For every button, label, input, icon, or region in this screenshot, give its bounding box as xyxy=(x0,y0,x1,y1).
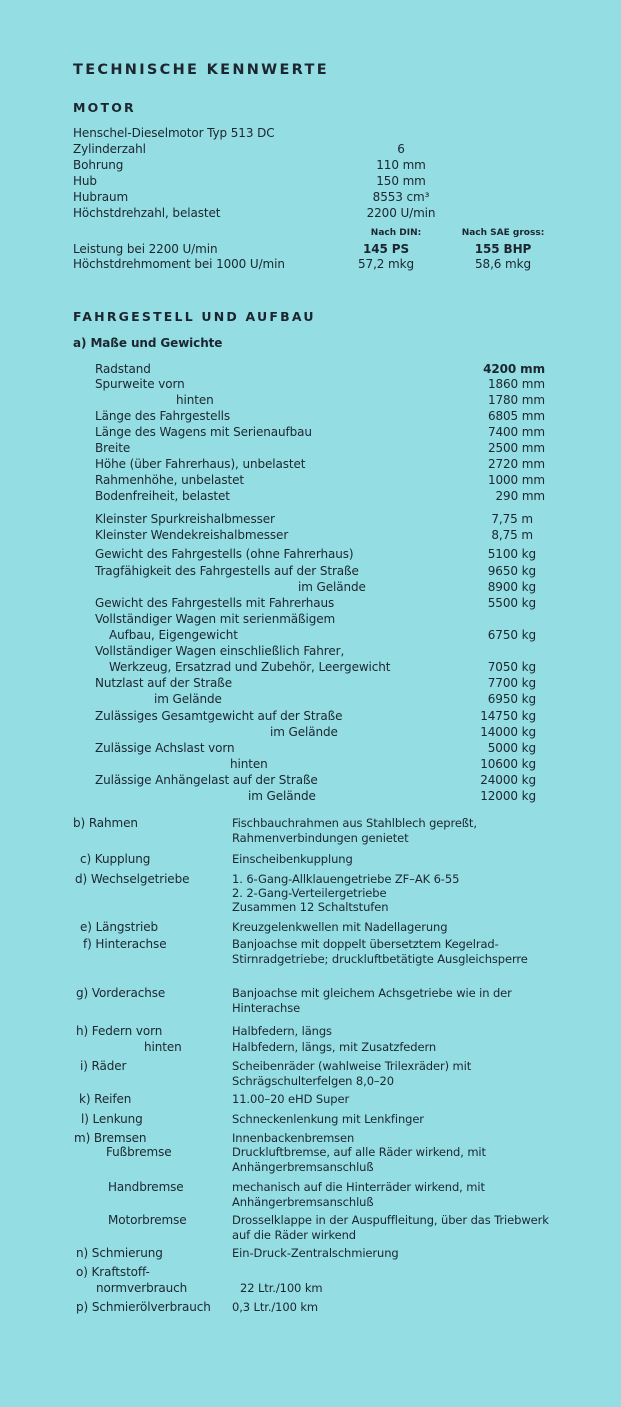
spec-label: Fußbremse xyxy=(106,1145,172,1159)
dimension-label: Werkzeug, Ersatzrad und Zubehör, Leergewicht xyxy=(109,660,391,674)
dimension-value: 7700 kg xyxy=(487,676,536,690)
spec-label: n) Schmierung xyxy=(76,1246,163,1260)
dimension-value: 8900 kg xyxy=(487,580,536,594)
dimension-value: 2720 mm xyxy=(487,457,545,471)
power-row-sae: 58,6 mkg xyxy=(475,257,531,271)
dimension-label: Zulässiges Gesamtgewicht auf der Straße xyxy=(95,709,343,723)
dimension-value: 10600 kg xyxy=(480,757,536,771)
power-row-din: 145 PS xyxy=(362,242,410,256)
spec-description: Halbfedern, längs, mit Zusatzfedern xyxy=(232,1040,437,1054)
spec-description: Kreuzgelenkwellen mit Nadellagerung xyxy=(232,920,448,934)
spec-label: l) Lenkung xyxy=(81,1112,143,1126)
spec-description: Zusammen 12 Schaltstufen xyxy=(232,900,389,914)
motor-heading: MOTOR xyxy=(73,100,136,115)
dimension-label: Radstand xyxy=(95,362,151,376)
spec-description: Druckluftbremse, auf alle Räder wirkend, mit Anhängerbremsanschluß xyxy=(232,1145,486,1174)
dimension-value: 14000 kg xyxy=(480,725,536,739)
dimension-label: Breite xyxy=(95,441,131,455)
spec-label: o) Kraftstoff- xyxy=(76,1265,150,1279)
dimension-label: Länge des Fahrgestells xyxy=(95,409,231,423)
spec-label: d) Wechselgetriebe xyxy=(75,872,190,886)
spec-description: 1. 6-Gang-Allklauengetriebe ZF–AK 6-55 xyxy=(232,872,460,886)
motor-row-label: Höchstdrehzahl, belastet xyxy=(73,206,221,220)
spec-description: 0,3 Ltr./100 km xyxy=(232,1300,319,1314)
spec-description: Einscheibenkupplung xyxy=(232,852,353,866)
dimension-label: im Gelände xyxy=(270,725,338,739)
spec-label: hinten xyxy=(144,1040,182,1054)
dimension-label: hinten xyxy=(176,393,214,407)
power-row-sae: 155 BHP xyxy=(474,242,532,256)
spec-label: k) Reifen xyxy=(79,1092,132,1106)
spec-description: mechanisch auf die Hinterräder wirkend, mit Anhängerbremsanschluß xyxy=(232,1180,485,1209)
dimension-label: Zulässige Anhängelast auf der Straße xyxy=(95,773,318,787)
dimension-value: 1860 mm xyxy=(487,377,545,391)
dimension-value: 7400 mm xyxy=(487,425,545,439)
spec-description: 22 Ltr./100 km xyxy=(240,1281,323,1295)
dimension-value: 1000 mm xyxy=(487,473,545,487)
spec-description: Drosselklappe in der Auspuffleitung, über das Triebwerk auf die Räder wirkend xyxy=(232,1213,549,1242)
spec-description: Scheibenräder (wahlweise Trilexräder) mit Schrägschulterfelgen 8,0–20 xyxy=(232,1059,472,1088)
dimension-value: 8,75 m xyxy=(491,528,533,542)
spec-description: 2. 2-Gang-Verteilergetriebe xyxy=(232,886,387,900)
dimension-value: 24000 kg xyxy=(480,773,536,787)
dimension-value: 2500 mm xyxy=(487,441,545,455)
dimension-label: Aufbau, Eigengewicht xyxy=(109,628,238,642)
dimension-label: Gewicht des Fahrgestells (ohne Fahrerhaus) xyxy=(95,547,354,561)
motor-row-label: Hub xyxy=(73,174,97,188)
spec-description: Halbfedern, längs xyxy=(232,1024,332,1038)
motor-row-label: Bohrung xyxy=(73,158,124,172)
spec-description: Innenbackenbremsen xyxy=(232,1131,355,1145)
motor-row-label: Hubraum xyxy=(73,190,129,204)
dimension-label: Kleinster Spurkreishalbmesser xyxy=(95,512,275,526)
dimension-label: im Gelände xyxy=(298,580,366,594)
spec-description: Ein-Druck-Zentralschmierung xyxy=(232,1246,399,1260)
dimension-value: 9650 kg xyxy=(487,564,536,578)
dimension-label: Tragfähigkeit des Fahrgestells auf der Straße xyxy=(95,564,359,578)
dimension-value: 6750 kg xyxy=(487,628,536,642)
spec-description: Fischbauchrahmen aus Stahlblech gepreßt, Rahmenverbindungen genietet xyxy=(232,816,477,845)
power-row-label: Leistung bei 2200 U/min xyxy=(73,242,218,256)
dimension-value: 5000 kg xyxy=(487,741,536,755)
spec-label: b) Rahmen xyxy=(73,816,138,830)
motor-row-value: 2200 U/min xyxy=(366,206,436,220)
spec-label: g) Vorderachse xyxy=(76,986,166,1000)
dimension-label: Länge des Wagens mit Serienaufbau xyxy=(95,425,312,439)
dimension-value: 14750 kg xyxy=(480,709,536,723)
spec-label: e) Längstrieb xyxy=(80,920,159,934)
subsection-a-label: a) Maße und Gewichte xyxy=(73,336,223,350)
dimension-label: Bodenfreiheit, belastet xyxy=(95,489,230,503)
spec-label: Handbremse xyxy=(108,1180,184,1194)
power-row-din: 57,2 mkg xyxy=(358,257,414,271)
dimension-label: Spurweite vorn xyxy=(95,377,185,391)
spec-label: m) Bremsen xyxy=(74,1131,147,1145)
spec-label: c) Kupplung xyxy=(80,852,151,866)
chassis-heading: FAHRGESTELL UND AUFBAU xyxy=(73,309,316,324)
dimension-value: 6950 kg xyxy=(487,692,536,706)
motor-row-value: 8553 cm³ xyxy=(372,190,430,204)
spec-description: Banjoachse mit gleichem Achsgetriebe wie in der Hinterachse xyxy=(232,986,512,1015)
spec-label: p) Schmierölverbrauch xyxy=(76,1300,211,1314)
dimension-label: Höhe (über Fahrerhaus), unbelastet xyxy=(95,457,306,471)
motor-row-value: 110 mm xyxy=(376,158,426,172)
spec-label: normverbrauch xyxy=(96,1281,188,1295)
dimension-label: Vollständiger Wagen mit serienmäßigem xyxy=(95,612,336,626)
dimension-value: 1780 mm xyxy=(487,393,545,407)
dimension-value: 12000 kg xyxy=(480,789,536,803)
din-column-header: Nach DIN: xyxy=(370,228,422,238)
sae-column-header: Nach SAE gross: xyxy=(461,228,545,238)
spec-description: 11.00–20 eHD Super xyxy=(232,1092,350,1106)
dimension-label: im Gelände xyxy=(154,692,222,706)
spec-description: Banjoachse mit doppelt übersetztem Kegelrad-Stirnradgetriebe; druckluftbetätigte Ausgleichsperre xyxy=(232,937,528,966)
dimension-label: Zulässige Achslast vorn xyxy=(95,741,235,755)
dimension-label: Vollständiger Wagen einschließlich Fahrer, xyxy=(95,644,345,658)
dimension-label: im Gelände xyxy=(248,789,316,803)
power-row-label: Höchstdrehmoment bei 1000 U/min xyxy=(73,257,285,271)
dimension-label: Kleinster Wendekreishalbmesser xyxy=(95,528,289,542)
motor-row-value: 6 xyxy=(397,142,405,156)
motor-row-value: 150 mm xyxy=(376,174,426,188)
dimension-value: 7,75 m xyxy=(491,512,533,526)
dimension-label: hinten xyxy=(230,757,268,771)
dimension-value: 7050 kg xyxy=(487,660,536,674)
spec-label: i) Räder xyxy=(80,1059,127,1073)
dimension-value: 290 mm xyxy=(495,489,545,503)
dimension-value: 5100 kg xyxy=(487,547,536,561)
spec-label: h) Federn vorn xyxy=(76,1024,163,1038)
dimension-label: Gewicht des Fahrgestells mit Fahrerhaus xyxy=(95,596,335,610)
spec-label: f) Hinterachse xyxy=(83,937,167,951)
dimension-value: 5500 kg xyxy=(487,596,536,610)
spec-label: Motorbremse xyxy=(108,1213,187,1227)
motor-row-label: Zylinderzahl xyxy=(73,142,146,156)
motor-row-label: Henschel-Dieselmotor Typ 513 DC xyxy=(73,126,275,140)
dimension-label: Rahmenhöhe, unbelastet xyxy=(95,473,245,487)
dimension-label: Nutzlast auf der Straße xyxy=(95,676,233,690)
dimension-value: 4200 mm xyxy=(483,362,545,376)
spec-description: Schneckenlenkung mit Lenkfinger xyxy=(232,1112,424,1126)
page-title: TECHNISCHE KENNWERTE xyxy=(73,62,329,78)
dimension-value: 6805 mm xyxy=(487,409,545,423)
